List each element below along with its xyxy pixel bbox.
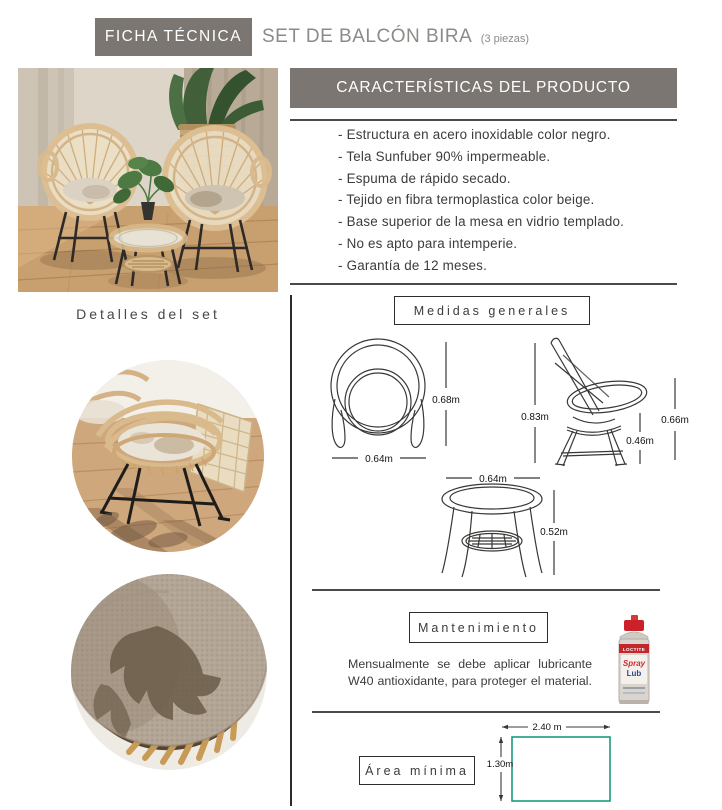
table-drawing: [432, 465, 587, 583]
maintenance-text: [348, 656, 592, 690]
can-product-label-2: Lub: [626, 669, 642, 678]
measurements-heading-box: Medidas generales: [394, 296, 590, 325]
chair-side-seat-height-label: 0.46m: [626, 436, 654, 447]
table-width-label: 0.64m: [479, 474, 507, 485]
fabric-detail-illustration: [71, 574, 267, 770]
maintenance-text-line1: Mensualmente se debe aplicar lubricante: [348, 657, 592, 671]
feature-item: - Garantía de 12 meses.: [338, 257, 487, 273]
chair-front-height-label: 0.68m: [432, 395, 460, 406]
detail-photo-fabric: [71, 574, 267, 770]
column-divider: [290, 295, 292, 806]
ficha-tecnica-badge: FICHA TÉCNICA: [95, 18, 252, 56]
feature-item: - No es apto para intemperie.: [338, 235, 518, 251]
product-photo: [18, 68, 278, 292]
features-heading-bar: CARACTERÍSTICAS DEL PRODUCTO: [290, 68, 677, 108]
product-photo-illustration: [18, 68, 278, 292]
chair-detail-illustration: [72, 360, 264, 552]
page-title: [262, 26, 529, 48]
feature-item: - Estructura en acero inoxidable color negro.: [338, 127, 611, 142]
divider: [312, 711, 660, 713]
divider: [290, 283, 677, 285]
maintenance-heading-box: Mantenimiento: [409, 612, 548, 643]
table-height-label: 0.52m: [540, 527, 568, 538]
maintenance-text-line2: W40 antioxidante, para proteger el material.: [348, 674, 592, 688]
can-product-label-1: Spray: [622, 659, 646, 668]
chair-side-total-height-label: 0.83m: [521, 412, 549, 423]
details-heading: Detalles del set: [76, 306, 220, 322]
feature-item: - Base superior de la mesa en vidrio templado.: [338, 214, 625, 230]
divider: [312, 589, 660, 591]
feature-item: - Tejido en fibra termoplastica color beige.: [338, 192, 595, 208]
feature-item: - Espuma de rápido secado.: [338, 170, 511, 186]
area-width-label: 2.40 m: [532, 722, 562, 733]
features-list: [338, 124, 670, 277]
product-title: SET DE BALCÓN BIRA: [262, 26, 473, 47]
detail-photo-chair: [72, 360, 264, 552]
area-height-label: 1.30m: [486, 759, 514, 770]
chair-side-drawing: [505, 333, 710, 485]
min-area-heading-box: Área mínima: [359, 756, 475, 785]
chair-front-drawing: [322, 336, 472, 471]
chair-side-back-height-label: 0.66m: [661, 415, 689, 426]
min-area-diagram: [480, 716, 625, 808]
can-brand-label: LOCTITE: [622, 647, 646, 652]
feature-item: - Tela Sunfuber 90% impermeable.: [338, 148, 551, 164]
chair-front-width-label: 0.64m: [365, 454, 393, 465]
product-piece-count: (3 piezas): [480, 33, 530, 45]
divider: [290, 119, 677, 121]
lubricant-can: [612, 613, 656, 709]
